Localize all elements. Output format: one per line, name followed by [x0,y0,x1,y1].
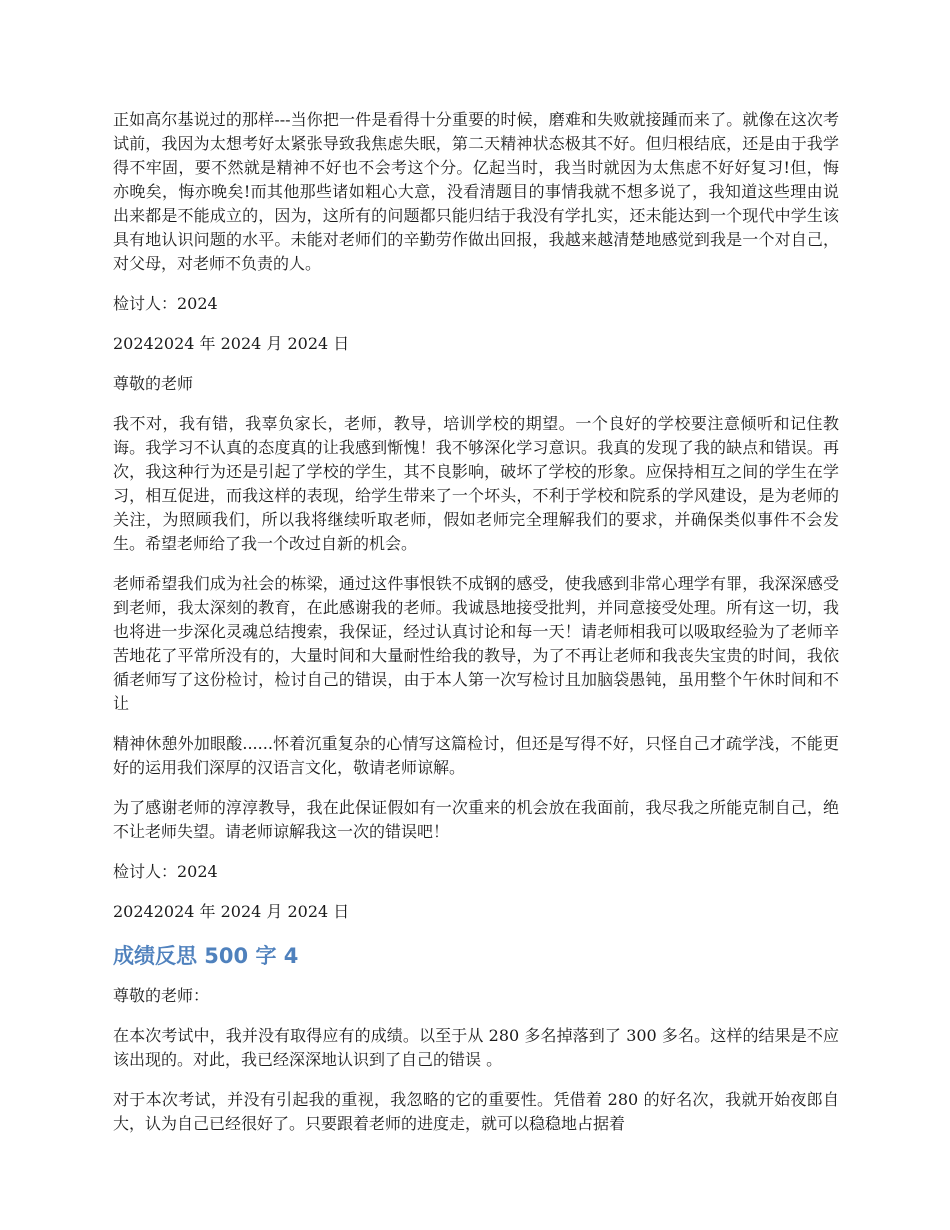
paragraph-exam-result: 在本次考试中，我并没有取得应有的成绩。以至于从 280 多名掉落到了 300 多名。这样的结果是不应该出现的。对此，我已经深深地认识到了自己的错误 。 [113,1026,839,1069]
paragraph-gratitude: 老师希望我们成为社会的栋梁，通过这件事恨铁不成钢的感受，使我感到非常心理学有罪，我深深感受到老师，我太深刻的教育，在此感谢我的老师。我诚恳地接受批判，并同意接受处理。所有这一切，我也将进一步深化灵魂总结搜索，我保证，经过认真讨论和每一天！请老师相我可以吸取经验为了老师辛苦地花了平常所没有的，大量时间和大量耐性给我的教导，为了不再让老师和我丧失宝贵的时间，我依循老师写了这份检讨，检讨自己的错误，由于本人第一次写检讨且加脑袋愚钝，虽用整个午休时间和不让 [113,574,839,713]
paragraph-continuation: 精神休憩外加眼酸......怀着沉重复杂的心情写这篇检讨，但还是写得不好，只怪自己才疏学浅，不能更好的运用我们深厚的汉语言文化，敬请老师谅解。 [113,734,839,777]
salutation: 尊敬的老师 [113,374,194,393]
date-line: 20242024 年 2024 月 2024 日 [113,902,350,921]
paragraph-promise: 为了感谢老师的淳淳教导，我在此保证假如有一次重来的机会放在我面前，我尽我之所能克制自己，绝不让老师失望。请老师谅解我这一次的错误吧！ [113,798,839,841]
salutation: 尊敬的老师： [113,986,210,1005]
paragraph-reflection: 正如高尔基说过的那样---当你把一件是看得十分重要的时候，磨难和失败就接踵而来了。就像在这次考试前，我因为太想考好太紧张导致我焦虑失眠，第二天精神状态极其不好。但归根结底，还是由于我学得不牢固，要不然就是精神不好也不会考这个分。亿起当时，我当时就因为太焦虑不好好复习!但，悔亦晚矣，悔亦晚矣!而其他那些诸如粗心大意，没看清题目的事情我就不想多说了，我知道这些理由说出来都是不能成立的，因为，这所有的问题都只能归结于我没有学扎实，还未能达到一个现代中学生该具有地认识问题的水平。未能对老师们的辛勤劳作做出回报，我越来越清楚地感觉到我是一个对自己，对父母，对老师不负责的人。 [113,110,839,273]
signature-line: 检讨人：2024 [113,862,218,881]
date-line: 20242024 年 2024 月 2024 日 [113,334,350,353]
paragraph-apology: 我不对，我有错，我辜负家长，老师，教导，培训学校的期望。一个良好的学校要注意倾听和记住教诲。我学习不认真的态度真的让我感到惭愧！我不够深化学习意识。我真的发现了我的缺点和错误。再次，我这种行为还是引起了学校的学生，其不良影响，破坏了学校的形象。应保持相互之间的学生在学习，相互促进，而我这样的表现，给学生带来了一个坏头，不利于学校和院系的学风建设，是为老师的关注，为照顾我们，所以我将继续听取老师，假如老师完全理解我们的要求，并确保类似事件不会发生。希望老师给了我一个改过自新的机会。 [113,414,839,553]
signature-line: 检讨人：2024 [113,294,218,313]
paragraph-exam-reflection: 对于本次考试，并没有引起我的重视，我忽略的它的重要性。凭借着 280 的好名次，我就开始夜郎自大，认为自己已经很好了。只要跟着老师的进度走，就可以稳稳地占据着 [113,1090,839,1133]
section-heading: 成绩反思 500 字 4 [113,944,299,968]
document-page [113,108,839,1152]
